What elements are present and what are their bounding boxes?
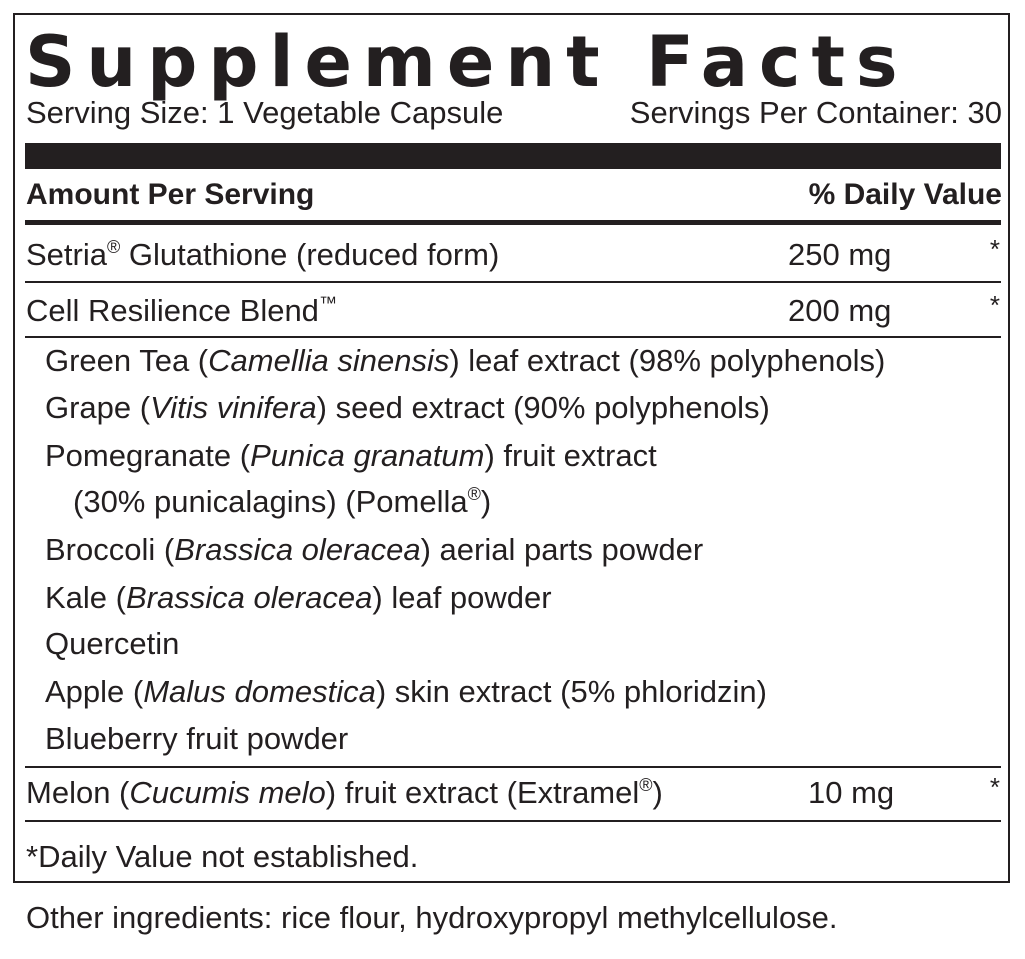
ingredient-name: Melon (Cucumis melo) fruit extract (Extramel®)	[26, 775, 663, 810]
amount-per-serving-label: Amount Per Serving	[26, 178, 315, 211]
daily-value-star: *	[989, 772, 1000, 802]
ingredient-row	[26, 289, 1002, 333]
daily-value-star: *	[989, 290, 1000, 320]
serving-size: Serving Size: 1 Vegetable Capsule	[26, 95, 504, 130]
row-divider	[25, 820, 1001, 822]
daily-value-star: *	[989, 234, 1000, 264]
ingredient-name: Setria® Glutathione (reduced form)	[26, 237, 500, 272]
blend-item: Kale (Brassica oleracea) leaf powder	[45, 580, 552, 615]
daily-value-label: % Daily Value	[808, 178, 1002, 211]
blend-item: Apple (Malus domestica) skin extract (5% phloridzin)	[45, 674, 767, 709]
blend-item: Grape (Vitis vinifera) seed extract (90% polyphenols)	[45, 390, 770, 425]
servings-per-container: Servings Per Container: 30	[629, 95, 1002, 130]
thick-divider	[25, 143, 1001, 169]
blend-item: Broccoli (Brassica oleracea) aerial parts powder	[45, 532, 704, 567]
other-ingredients: Other ingredients: rice flour, hydroxypropyl methylcellulose.	[26, 900, 838, 935]
column-header	[26, 173, 1002, 217]
ingredient-amount: 200 mg	[788, 293, 892, 328]
ingredient-row	[26, 233, 1002, 277]
supplement-facts-panel	[13, 13, 1010, 883]
row-divider	[25, 336, 1001, 338]
ingredient-name: Cell Resilience Blend™	[26, 293, 337, 328]
ingredient-amount: 10 mg	[808, 775, 895, 810]
blend-item: Blueberry fruit powder	[45, 721, 349, 756]
panel-title: Supplement Facts	[25, 21, 909, 103]
blend-item: Pomegranate (Punica granatum) fruit extract	[45, 438, 657, 473]
blend-item-continuation: (30% punicalagins) (Pomella®)	[73, 484, 492, 519]
row-divider	[25, 281, 1001, 283]
header-divider	[25, 220, 1001, 225]
serving-info	[26, 91, 1002, 135]
ingredient-row	[26, 771, 1002, 815]
blend-item: Green Tea (Camellia sinensis) leaf extract (98% polyphenols)	[45, 343, 886, 378]
ingredient-amount: 250 mg	[788, 237, 892, 272]
row-divider	[25, 766, 1001, 768]
footnote: *Daily Value not established.	[26, 839, 419, 874]
blend-item: Quercetin	[45, 626, 180, 661]
